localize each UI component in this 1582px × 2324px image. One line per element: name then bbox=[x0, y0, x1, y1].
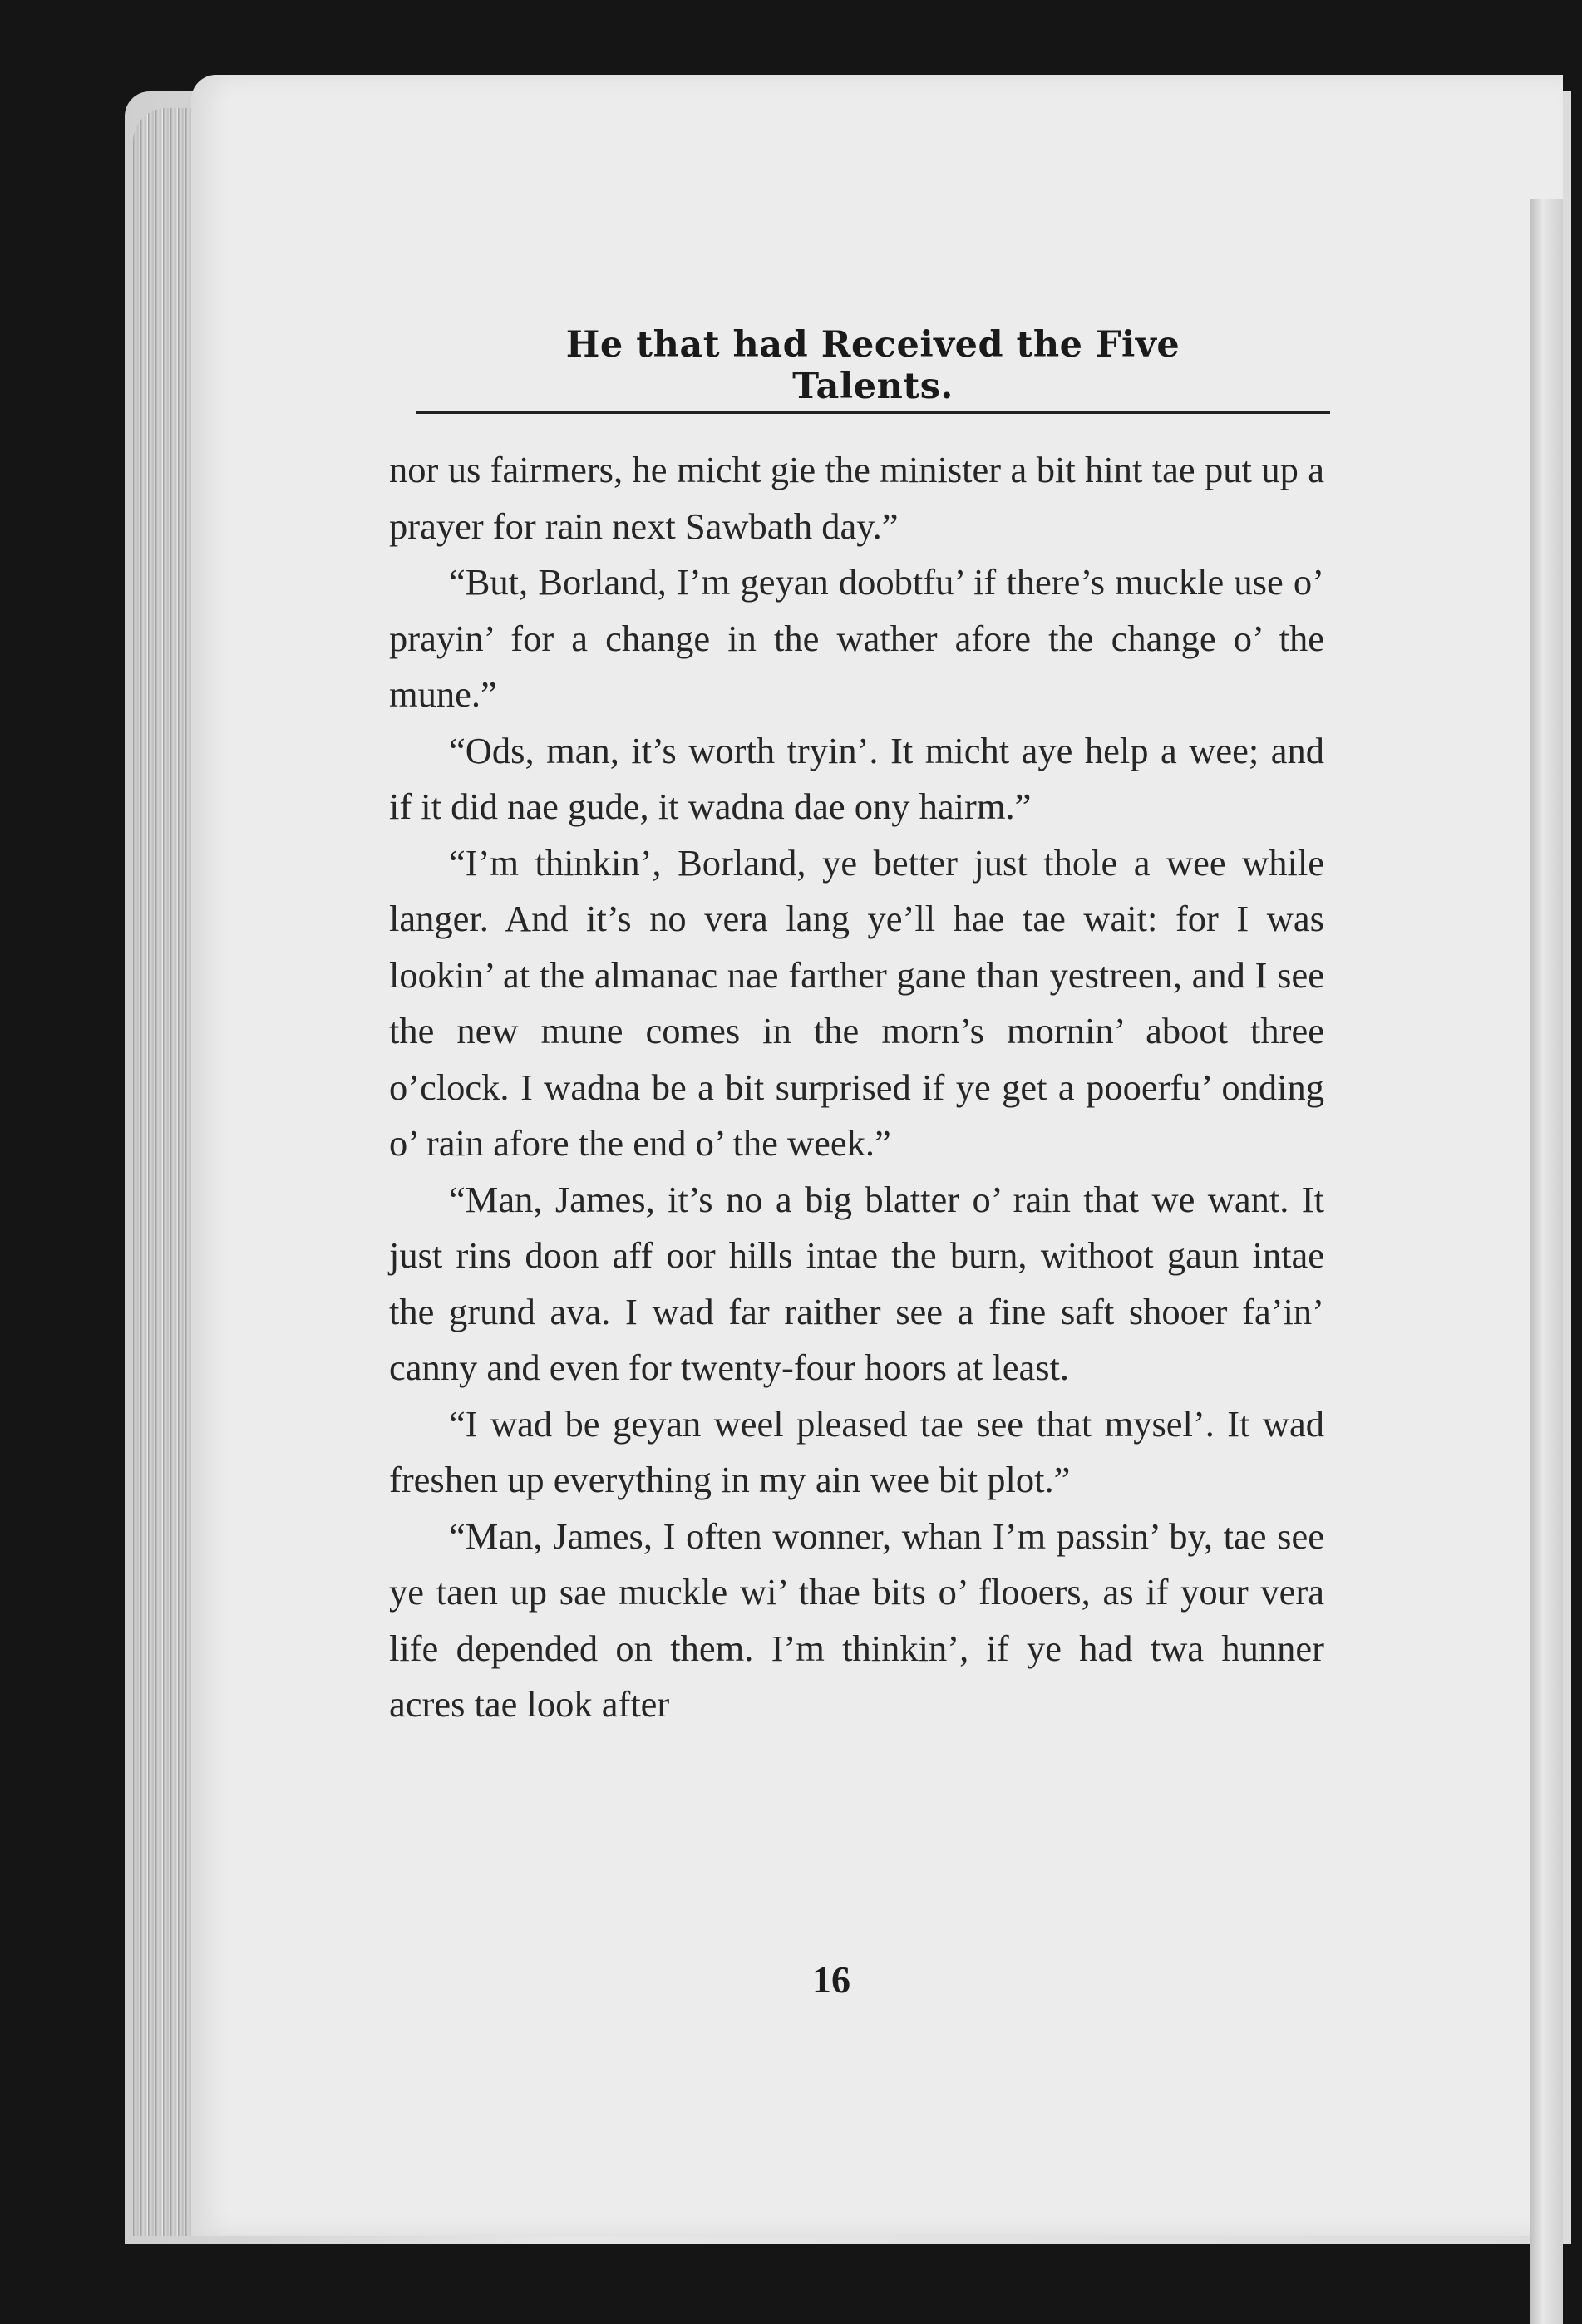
running-head: He that had Received the Five Talents. bbox=[565, 324, 1180, 407]
paragraph: nor us fairmers, he micht gie the minister a bit hint tae put up a prayer for rain next Sawbath day.” bbox=[389, 449, 1324, 547]
paragraph: “Man, James, I often wonner, whan I’m passin’ by, tae see ye taen up sae muckle wi’ thae bits o’ flooers, as if your vera life depended on them. I’m thinkin’, if ye had twa hunner acres tae look after bbox=[389, 1514, 1324, 1725]
paragraph: “I wad be geyan weel pleased tae see that mysel’. It wad freshen up everything in my ain wee bit plot.” bbox=[389, 1402, 1324, 1500]
paragraph: “I’m thinkin’, Borland, ye better just thole a wee while langer. And it’s no vera lang ye’ll hae tae wait: for I was lookin’ at the almanac nae farther gane than yestreen, and I see the new mune comes in the morn’s mornin’ aboot three o’clock. I wadna be a bit surprised if ye get a pooerfu’ onding o’ rain afore the end o’ the week.” bbox=[389, 841, 1324, 1164]
header-rule bbox=[416, 411, 1330, 414]
paragraph: “But, Borland, I’m geyan doobtfu’ if there’s muckle use o’ prayin’ for a change in the wather afore the change o’ the mune.” bbox=[389, 561, 1324, 715]
body-text bbox=[389, 442, 1324, 1733]
page-edges bbox=[133, 108, 191, 2236]
page-number: 16 bbox=[812, 1958, 850, 2001]
paragraph: “Ods, man, it’s worth tryin’. It micht aye help a wee; and if it did nae gude, it wadna dae ony hairm.” bbox=[389, 729, 1324, 827]
paragraph: “Man, James, it’s no a big blatter o’ rain that we want. It just rins doon aff oor hills intae the burn, withoot gaun intae the grund ava. I wad far raither see a fine saft shooer fa’in’ canny and even for twenty-four hoors at least. bbox=[389, 1178, 1324, 1388]
book-spine bbox=[1530, 199, 1563, 2324]
